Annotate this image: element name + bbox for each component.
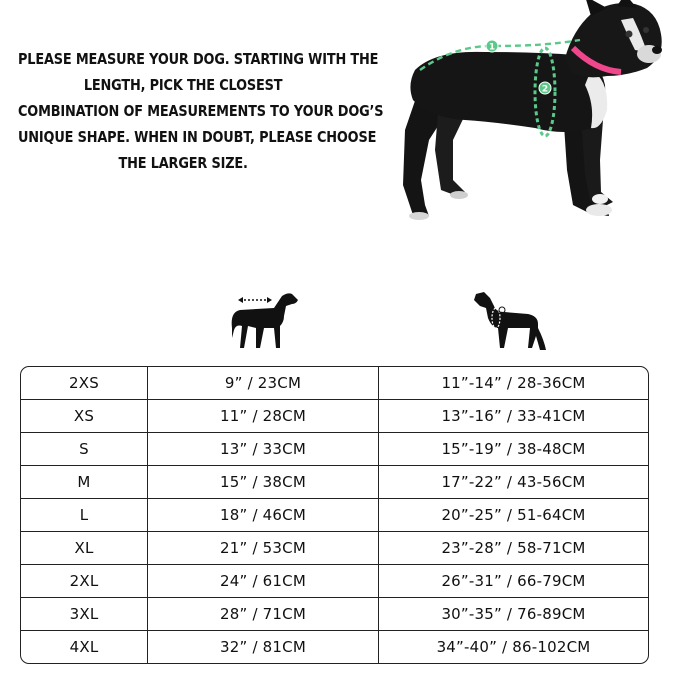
table-row: [21, 598, 648, 631]
size-cell: S: [21, 433, 148, 465]
table-row: [21, 631, 648, 663]
size-cell: L: [21, 499, 148, 531]
length-cell: 9” / 23CM: [148, 367, 379, 399]
table-row: [21, 433, 648, 466]
size-cell: XS: [21, 400, 148, 432]
dog-chest-icon: [466, 288, 546, 354]
table-row: [21, 532, 648, 565]
table-row: [21, 367, 648, 400]
length-cell: 13” / 33CM: [148, 433, 379, 465]
chest-cell: 34”-40” / 86-102CM: [436, 638, 591, 656]
chest-cell: 30”-35” / 76-89CM: [441, 605, 586, 623]
chest-cell: 20”-25” / 51-64CM: [441, 506, 586, 524]
size-cell: 4XL: [21, 631, 148, 663]
size-cell: XL: [21, 532, 148, 564]
measurement-instructions: [18, 46, 384, 176]
length-cell: 21” / 53CM: [148, 532, 379, 564]
size-cell: 2XS: [21, 367, 148, 399]
svg-text:1: 1: [488, 42, 496, 53]
length-cell: 18” / 46CM: [148, 499, 379, 531]
length-cell: 28” / 71CM: [148, 598, 379, 630]
table-row: [21, 400, 648, 433]
length-cell: 15” / 38CM: [148, 466, 379, 498]
instruction-line: PLEASE MEASURE YOUR DOG. STARTING WITH THE: [18, 50, 379, 68]
table-row: [21, 499, 648, 532]
instruction-line: COMBINATION OF MEASUREMENTS TO YOUR DOG’S: [18, 102, 384, 120]
chest-cell: 11”-14” / 28-36CM: [441, 374, 586, 392]
chest-cell: 26”-31” / 66-79CM: [441, 572, 586, 590]
dog-measurement-photo: [395, 0, 675, 232]
chest-cell: 15”-19” / 38-48CM: [441, 440, 586, 458]
chest-cell: 17”-22” / 43-56CM: [441, 473, 586, 491]
chest-cell: 13”-16” / 33-41CM: [441, 407, 586, 425]
instruction-line: UNIQUE SHAPE. WHEN IN DOUBT, PLEASE CHOOSE: [18, 128, 377, 146]
table-row: [21, 466, 648, 499]
length-cell: 32” / 81CM: [148, 631, 379, 663]
size-cell: M: [21, 466, 148, 498]
svg-text:2: 2: [541, 84, 549, 95]
dog-length-icon: [226, 288, 306, 354]
length-cell: 11” / 28CM: [148, 400, 379, 432]
length-cell: 24” / 61CM: [148, 565, 379, 597]
size-cell: 2XL: [21, 565, 148, 597]
size-chart-table: [20, 366, 649, 664]
instruction-line: THE LARGER SIZE.: [118, 154, 248, 172]
size-cell: 3XL: [21, 598, 148, 630]
instruction-line: LENGTH, PICK THE CLOSEST: [83, 76, 283, 94]
table-row: [21, 565, 648, 598]
chest-cell: 23”-28” / 58-71CM: [441, 539, 586, 557]
